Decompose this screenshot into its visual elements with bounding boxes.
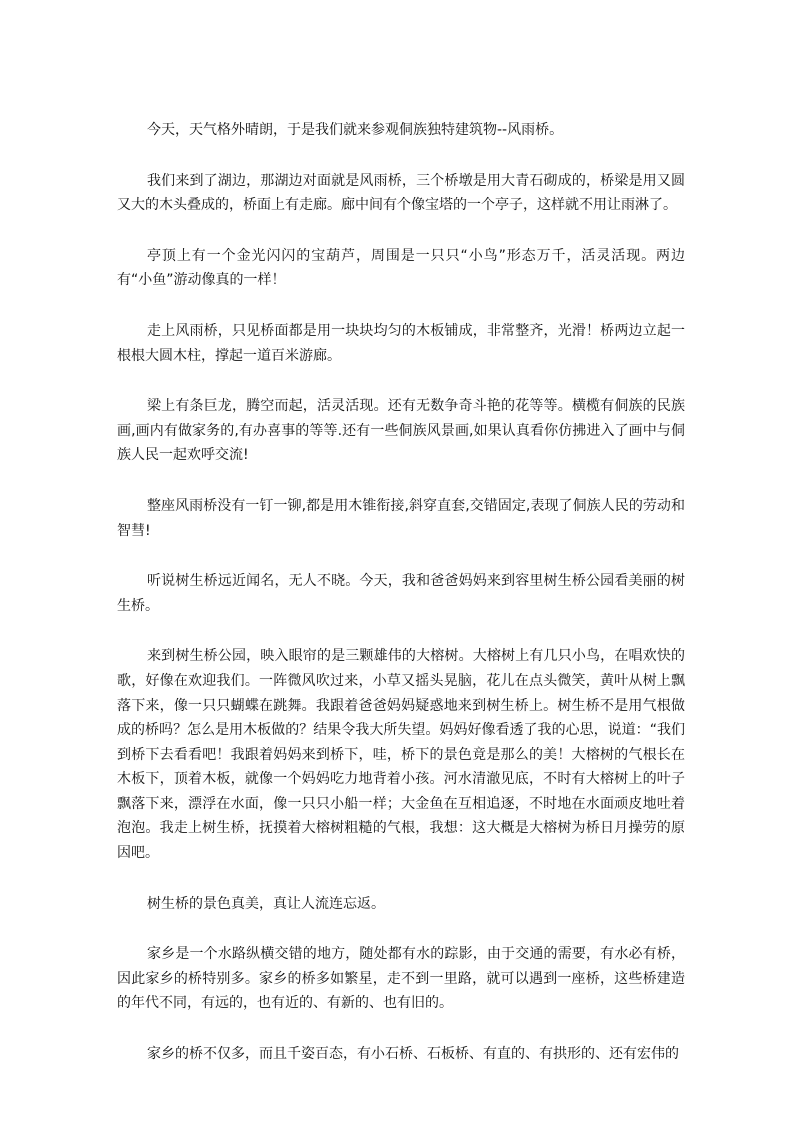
- paragraph-11: 家乡的桥不仅多，而且千姿百态，有小石桥、石板桥、有直的、有拱形的、还有宏伟的: [147, 1046, 679, 1063]
- paragraph-10: 家乡是一个水路纵横交错的地方，随处都有水的踪影，由于交通的需要，有水必有桥，因此家乡的桥特别多。家乡的桥多如繁星，走不到一里路，就可以遇到一座桥，这些桥建造的年代不同，有远的，也有近的、有新的、也有旧的。: [117, 946, 685, 1012]
- paragraph-9: 树生桥的景色真美，真让人流连忘返。: [147, 895, 385, 912]
- paragraph-7: 听说树生桥远近闻名，无人不晓。今天，我和爸爸妈妈来到容里树生桥公园看美丽的树生桥。: [117, 573, 685, 614]
- paragraph-2: 我们来到了湖边，那湖边对面就是风雨桥，三个桥墩是用大青石砌成的，桥梁是用又圆又大的木头叠成的，桥面上有走廊。廊中间有个像宝塔的一个亭子，这样就不用让雨淋了。: [117, 172, 685, 214]
- paragraph-3: 亭顶上有一个金光闪闪的宝葫芦，周围是一只只“小鸟”形态万千，活灵活现。两边有“小鱼”游动像真的一样！: [117, 247, 685, 289]
- document-body: [117, 118, 685, 1093]
- paragraph-4: 走上风雨桥，只见桥面都是用一块块均匀的木板铺成，非常整齐，光滑！桥两边立起一根根大圆木柱，撑起一道百米游廊。: [117, 322, 685, 364]
- paragraph-6: 整座风雨桥没有一钉一铆,都是用木锥衔接,斜穿直套,交错固定,表现了侗族人民的劳动和智彗!: [117, 497, 685, 539]
- paragraph-8: 来到树生桥公园，映入眼帘的是三颗雄伟的大榕树。大榕树上有几只小鸟，在唱欢快的歌，好像在欢迎我们。一阵微风吹过来，小草又摇头晃脑，花儿在点头微笑，黄叶从树上飘落下来，像一只只蝴蝶在跳舞。我跟着爸爸妈妈疑惑地来到树生桥上。树生桥不是用气根做成的桥吗？怎么是用木板做的？结果令我大所失望。妈妈好像看透了我的心思，说道：“我们到桥下去看看吧！我跟着妈妈来到桥下，哇，桥下的景色竟是那么的美！大榕树的气根长在木板下，顶着木板，就像一个妈妈吃力地背着小孩。河水清澈见底，不时有大榕树上的叶子飘落下来，漂浮在水面，像一只只小船一样；大金鱼在互相追逐，不时地在水面顽皮地吐着泡泡。我走上树生桥，抚摸着大榕树粗糙的气根，我想：这大概是大榕树为桥日月操劳的原因吧。: [117, 648, 685, 862]
- paragraph-1: 今天，天气格外晴朗，于是我们就来参观侗族独特建筑物--风雨桥。: [147, 122, 564, 138]
- paragraph-5: 梁上有条巨龙，腾空而起，活灵活现。还有无数争奇斗艳的花等等。横榄有侗族的民族画,画内有做家务的,有办喜事的等等.还有一些侗族风景画,如果认真看你仿拂进入了画中与侗族人民一起欢呼交流!: [117, 398, 685, 464]
